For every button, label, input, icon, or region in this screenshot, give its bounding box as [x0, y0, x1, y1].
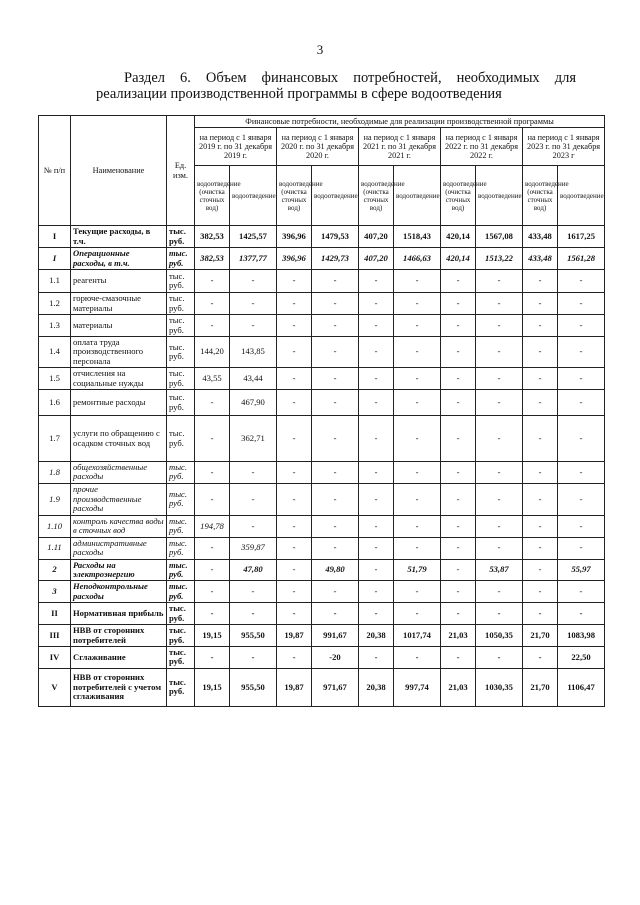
- row-unit: тыс. руб.: [167, 315, 195, 337]
- row-name: материалы: [71, 315, 167, 337]
- row-value: 1050,35: [476, 625, 523, 647]
- financial-needs-table: [38, 115, 605, 707]
- row-value: -: [523, 368, 558, 390]
- row-value: -: [476, 270, 523, 293]
- row-value: -: [195, 646, 230, 668]
- row-value: 971,67: [312, 668, 359, 706]
- row-value: -: [277, 315, 312, 337]
- row-value: 1513,22: [476, 248, 523, 270]
- title-word: Объем: [205, 70, 247, 86]
- row-value: -: [359, 270, 394, 293]
- table-row: [39, 368, 605, 390]
- row-value: -: [277, 270, 312, 293]
- table-row: [39, 668, 605, 706]
- row-value: -: [523, 515, 558, 537]
- row-value: -: [441, 483, 476, 515]
- row-value: 420,14: [441, 226, 476, 248]
- row-value: -: [359, 293, 394, 315]
- row-unit: тыс. руб.: [167, 337, 195, 368]
- row-name: Неподконтрольные расходы: [71, 581, 167, 603]
- row-value: -: [558, 515, 605, 537]
- row-value: -: [195, 483, 230, 515]
- row-value: 1466,63: [394, 248, 441, 270]
- row-value: 43,55: [195, 368, 230, 390]
- table-row: [39, 226, 605, 248]
- row-value: -: [441, 390, 476, 416]
- row-unit: тыс. руб.: [167, 559, 195, 581]
- row-value: -: [441, 462, 476, 484]
- row-value: -: [394, 462, 441, 484]
- row-number: 1.6: [39, 390, 71, 416]
- row-value: -: [476, 315, 523, 337]
- row-value: 53,87: [476, 559, 523, 581]
- row-value: 19,87: [277, 625, 312, 647]
- row-name: горюче-смазочные материалы: [71, 293, 167, 315]
- header-unit: Ед. изм.: [167, 116, 195, 226]
- header-sub-drainage: водоотведение: [312, 166, 359, 226]
- row-value: -: [441, 515, 476, 537]
- row-value: -: [195, 462, 230, 484]
- row-value: -: [359, 603, 394, 625]
- row-value: -: [359, 416, 394, 462]
- row-value: -: [394, 537, 441, 559]
- row-value: -: [394, 270, 441, 293]
- row-value: -: [359, 462, 394, 484]
- row-value: -: [277, 337, 312, 368]
- row-name: отчисления на социальные нужды: [71, 368, 167, 390]
- row-value: 20,38: [359, 668, 394, 706]
- row-number: 1.11: [39, 537, 71, 559]
- row-value: -: [359, 368, 394, 390]
- row-name: Расходы на электроэнергию: [71, 559, 167, 581]
- row-value: -: [230, 293, 277, 315]
- row-value: 55,97: [558, 559, 605, 581]
- row-value: 47,80: [230, 559, 277, 581]
- row-value: -: [230, 315, 277, 337]
- row-value: 19,15: [195, 625, 230, 647]
- row-value: 1561,28: [558, 248, 605, 270]
- row-unit: тыс. руб.: [167, 390, 195, 416]
- row-value: 1518,43: [394, 226, 441, 248]
- row-value: -: [394, 603, 441, 625]
- header-no: № п/п: [39, 116, 71, 226]
- table-row: [39, 315, 605, 337]
- row-value: -: [277, 483, 312, 515]
- row-unit: тыс. руб.: [167, 581, 195, 603]
- row-value: -: [394, 483, 441, 515]
- row-value: -: [312, 581, 359, 603]
- row-value: 359,87: [230, 537, 277, 559]
- row-number: IV: [39, 646, 71, 668]
- row-unit: тыс. руб.: [167, 515, 195, 537]
- row-value: -: [558, 337, 605, 368]
- row-number: 1.4: [39, 337, 71, 368]
- header-sub-drainage: водоотведение: [476, 166, 523, 226]
- row-value: -: [558, 315, 605, 337]
- row-unit: тыс. руб.: [167, 646, 195, 668]
- table-row: [39, 537, 605, 559]
- row-value: 21,70: [523, 668, 558, 706]
- row-unit: тыс. руб.: [167, 537, 195, 559]
- row-value: -: [523, 270, 558, 293]
- row-value: -: [558, 368, 605, 390]
- row-value: -: [230, 603, 277, 625]
- row-value: 433,48: [523, 248, 558, 270]
- header-sub-drainage: водоотведение: [230, 166, 277, 226]
- row-value: -: [359, 646, 394, 668]
- row-value: -20: [312, 646, 359, 668]
- row-value: -: [312, 390, 359, 416]
- row-value: -: [476, 515, 523, 537]
- row-value: 19,87: [277, 668, 312, 706]
- title-word: финансовых: [261, 70, 339, 86]
- row-number: 2: [39, 559, 71, 581]
- row-value: -: [394, 416, 441, 462]
- row-value: -: [441, 368, 476, 390]
- row-value: -: [277, 293, 312, 315]
- row-name: Операционные расходы, в т.ч.: [71, 248, 167, 270]
- row-value: -: [312, 368, 359, 390]
- row-value: -: [312, 416, 359, 462]
- row-value: 1030,35: [476, 668, 523, 706]
- title-word: Раздел: [124, 70, 166, 86]
- header-year-2022: на период с 1 января 2022 г. по 31 декабря 2022 г.: [441, 128, 523, 166]
- row-value: 21,03: [441, 625, 476, 647]
- table-row: [39, 625, 605, 647]
- row-number: 1.10: [39, 515, 71, 537]
- row-value: -: [312, 603, 359, 625]
- row-number: 1.8: [39, 462, 71, 484]
- row-value: -: [359, 337, 394, 368]
- row-value: -: [195, 390, 230, 416]
- row-number: 1.9: [39, 483, 71, 515]
- row-value: -: [312, 270, 359, 293]
- header-name: Наименование: [71, 116, 167, 226]
- row-value: -: [523, 603, 558, 625]
- row-value: 1567,08: [476, 226, 523, 248]
- header-year-2020: на период с 1 января 2020 г. по 31 декабря 2020 г.: [277, 128, 359, 166]
- row-value: -: [558, 390, 605, 416]
- row-name: оплата труда производственного персонала: [71, 337, 167, 368]
- row-value: 1425,57: [230, 226, 277, 248]
- row-value: -: [558, 270, 605, 293]
- row-value: -: [359, 559, 394, 581]
- row-value: 20,38: [359, 625, 394, 647]
- row-value: -: [441, 537, 476, 559]
- row-value: 997,74: [394, 668, 441, 706]
- row-unit: тыс. руб.: [167, 462, 195, 484]
- row-value: -: [312, 293, 359, 315]
- table-row: [39, 270, 605, 293]
- row-value: -: [523, 390, 558, 416]
- title-word: потребностей,: [353, 70, 442, 86]
- row-value: 1083,98: [558, 625, 605, 647]
- row-number: 1.1: [39, 270, 71, 293]
- row-name: НВВ от сторонних потребителей: [71, 625, 167, 647]
- row-name: НВВ от сторонних потребителей с учетом сглаживания: [71, 668, 167, 706]
- row-unit: тыс. руб.: [167, 293, 195, 315]
- row-value: -: [523, 337, 558, 368]
- row-value: -: [277, 368, 312, 390]
- row-value: -: [476, 416, 523, 462]
- row-value: 407,20: [359, 226, 394, 248]
- row-value: -: [394, 315, 441, 337]
- header-year-2021: на период с 1 января 2021 г. по 31 декабря 2021 г.: [359, 128, 441, 166]
- table-row: [39, 483, 605, 515]
- row-value: -: [441, 581, 476, 603]
- header-sub-treatment: водоотведение (очистка сточных вод): [441, 166, 476, 226]
- row-value: -: [523, 416, 558, 462]
- section-title-line2: реализации производственной программы в сфере водоотведения: [96, 86, 502, 102]
- row-value: -: [277, 646, 312, 668]
- row-value: 955,50: [230, 668, 277, 706]
- row-value: -: [359, 483, 394, 515]
- row-name: Нормативная прибыль: [71, 603, 167, 625]
- row-value: 1106,47: [558, 668, 605, 706]
- header-sub-treatment: водоотведение (очистка сточных вод): [359, 166, 394, 226]
- row-value: -: [523, 293, 558, 315]
- row-name: контроль качества воды в сточных вод: [71, 515, 167, 537]
- section-title-line1: [96, 70, 576, 86]
- row-unit: тыс. руб.: [167, 248, 195, 270]
- row-number: 1.7: [39, 416, 71, 462]
- row-value: -: [558, 483, 605, 515]
- row-value: -: [277, 581, 312, 603]
- row-value: -: [277, 416, 312, 462]
- row-unit: тыс. руб.: [167, 368, 195, 390]
- header-sub-treatment: водоотведение (очистка сточных вод): [277, 166, 312, 226]
- row-value: 194,78: [195, 515, 230, 537]
- table-row: [39, 390, 605, 416]
- row-number: III: [39, 625, 71, 647]
- row-value: 43,44: [230, 368, 277, 390]
- row-number: II: [39, 603, 71, 625]
- row-number: I: [39, 226, 71, 248]
- row-value: -: [312, 315, 359, 337]
- row-value: -: [476, 293, 523, 315]
- row-name: общехозяйственные расходы: [71, 462, 167, 484]
- row-value: -: [312, 337, 359, 368]
- row-value: -: [312, 483, 359, 515]
- row-value: 49,80: [312, 559, 359, 581]
- row-value: 144,20: [195, 337, 230, 368]
- row-value: -: [523, 315, 558, 337]
- table-row: [39, 646, 605, 668]
- row-value: -: [195, 270, 230, 293]
- row-value: -: [394, 337, 441, 368]
- row-value: -: [476, 603, 523, 625]
- table-header: [39, 116, 605, 226]
- table-row: [39, 515, 605, 537]
- row-value: 1429,73: [312, 248, 359, 270]
- row-value: -: [230, 581, 277, 603]
- row-value: -: [394, 515, 441, 537]
- row-number: 1.5: [39, 368, 71, 390]
- row-name: ремонтные расходы: [71, 390, 167, 416]
- row-value: -: [230, 515, 277, 537]
- row-number: 1.2: [39, 293, 71, 315]
- row-value: -: [476, 537, 523, 559]
- row-name: Сглаживание: [71, 646, 167, 668]
- row-value: -: [230, 270, 277, 293]
- row-value: -: [441, 646, 476, 668]
- table-row: [39, 559, 605, 581]
- row-value: -: [394, 293, 441, 315]
- row-value: -: [441, 603, 476, 625]
- row-value: -: [558, 462, 605, 484]
- row-name: прочие производственные расходы: [71, 483, 167, 515]
- row-value: -: [558, 416, 605, 462]
- table-row: [39, 603, 605, 625]
- row-value: -: [312, 537, 359, 559]
- row-value: -: [359, 315, 394, 337]
- row-value: -: [558, 581, 605, 603]
- row-value: -: [195, 537, 230, 559]
- row-value: -: [394, 581, 441, 603]
- row-value: 433,48: [523, 226, 558, 248]
- row-value: -: [523, 537, 558, 559]
- header-sub-treatment: водоотведение (очистка сточных вод): [523, 166, 558, 226]
- row-name: услуги по обращению с осадком сточных вод: [71, 416, 167, 462]
- row-unit: тыс. руб.: [167, 226, 195, 248]
- table-body: [39, 226, 605, 706]
- table-row: [39, 581, 605, 603]
- row-value: 21,03: [441, 668, 476, 706]
- row-value: -: [558, 603, 605, 625]
- row-value: -: [277, 462, 312, 484]
- row-value: -: [441, 559, 476, 581]
- row-value: -: [476, 337, 523, 368]
- row-value: -: [277, 603, 312, 625]
- header-sub-drainage: водоотведение: [394, 166, 441, 226]
- row-number: 1.3: [39, 315, 71, 337]
- row-value: -: [230, 483, 277, 515]
- header-sub-treatment: водоотведение (очистка сточных вод): [195, 166, 230, 226]
- row-value: -: [195, 581, 230, 603]
- row-value: 382,53: [195, 248, 230, 270]
- row-value: -: [394, 390, 441, 416]
- row-value: -: [441, 270, 476, 293]
- row-value: -: [312, 515, 359, 537]
- row-value: 396,96: [277, 226, 312, 248]
- row-number: I: [39, 248, 71, 270]
- row-value: 21,70: [523, 625, 558, 647]
- row-value: -: [441, 337, 476, 368]
- row-value: -: [476, 368, 523, 390]
- row-value: -: [523, 646, 558, 668]
- title-word: необходимых: [456, 70, 540, 86]
- row-value: -: [277, 390, 312, 416]
- row-value: -: [230, 646, 277, 668]
- section-title: [96, 70, 576, 102]
- row-value: -: [523, 462, 558, 484]
- header-year-2023: на период с 1 января 2023 г. по 31 декабря 2023 г: [523, 128, 605, 166]
- row-value: 22,50: [558, 646, 605, 668]
- row-value: 1377,77: [230, 248, 277, 270]
- row-value: 1617,25: [558, 226, 605, 248]
- row-value: -: [441, 416, 476, 462]
- table-row: [39, 337, 605, 368]
- row-name: Текущие расходы, в т.ч.: [71, 226, 167, 248]
- table-row: [39, 293, 605, 315]
- row-value: 467,90: [230, 390, 277, 416]
- row-value: -: [359, 515, 394, 537]
- row-value: 1479,53: [312, 226, 359, 248]
- row-value: -: [476, 390, 523, 416]
- row-value: 382,53: [195, 226, 230, 248]
- row-value: -: [558, 537, 605, 559]
- table-row: [39, 248, 605, 270]
- row-name: реагенты: [71, 270, 167, 293]
- row-value: -: [523, 483, 558, 515]
- row-value: -: [359, 581, 394, 603]
- row-value: -: [441, 315, 476, 337]
- row-value: 396,96: [277, 248, 312, 270]
- row-value: -: [195, 315, 230, 337]
- row-value: -: [359, 537, 394, 559]
- row-value: -: [476, 462, 523, 484]
- row-value: -: [476, 483, 523, 515]
- row-value: 19,15: [195, 668, 230, 706]
- row-value: 1017,74: [394, 625, 441, 647]
- header-group: Финансовые потребности, необходимые для реализации производственной программы: [195, 116, 605, 128]
- row-value: -: [277, 515, 312, 537]
- row-value: 420,14: [441, 248, 476, 270]
- row-value: 955,50: [230, 625, 277, 647]
- row-value: -: [558, 293, 605, 315]
- page-number: 3: [316, 42, 324, 57]
- row-value: -: [195, 559, 230, 581]
- header-year-2019: на период с 1 января 2019 г. по 31 декабря 2019 г.: [195, 128, 277, 166]
- row-unit: тыс. руб.: [167, 483, 195, 515]
- title-word: 6.: [180, 70, 191, 86]
- row-value: -: [523, 559, 558, 581]
- row-number: 3: [39, 581, 71, 603]
- row-value: -: [441, 293, 476, 315]
- row-unit: тыс. руб.: [167, 416, 195, 462]
- row-value: -: [394, 646, 441, 668]
- row-number: V: [39, 668, 71, 706]
- table-row: [39, 462, 605, 484]
- row-value: -: [195, 293, 230, 315]
- table-row: [39, 416, 605, 462]
- row-value: 407,20: [359, 248, 394, 270]
- row-value: -: [476, 646, 523, 668]
- row-value: 143,85: [230, 337, 277, 368]
- row-unit: тыс. руб.: [167, 270, 195, 293]
- header-sub-drainage: водоотведение: [558, 166, 605, 226]
- row-name: административные расходы: [71, 537, 167, 559]
- row-value: -: [476, 581, 523, 603]
- row-value: 51,79: [394, 559, 441, 581]
- row-value: -: [359, 390, 394, 416]
- row-value: -: [230, 462, 277, 484]
- title-word: для: [554, 70, 576, 86]
- row-value: -: [277, 559, 312, 581]
- row-value: -: [394, 368, 441, 390]
- row-value: 362,71: [230, 416, 277, 462]
- row-value: 991,67: [312, 625, 359, 647]
- row-value: -: [523, 581, 558, 603]
- row-unit: тыс. руб.: [167, 603, 195, 625]
- row-value: -: [195, 416, 230, 462]
- row-value: -: [195, 603, 230, 625]
- row-value: -: [312, 462, 359, 484]
- row-unit: тыс. руб.: [167, 668, 195, 706]
- row-unit: тыс. руб.: [167, 625, 195, 647]
- row-value: -: [277, 537, 312, 559]
